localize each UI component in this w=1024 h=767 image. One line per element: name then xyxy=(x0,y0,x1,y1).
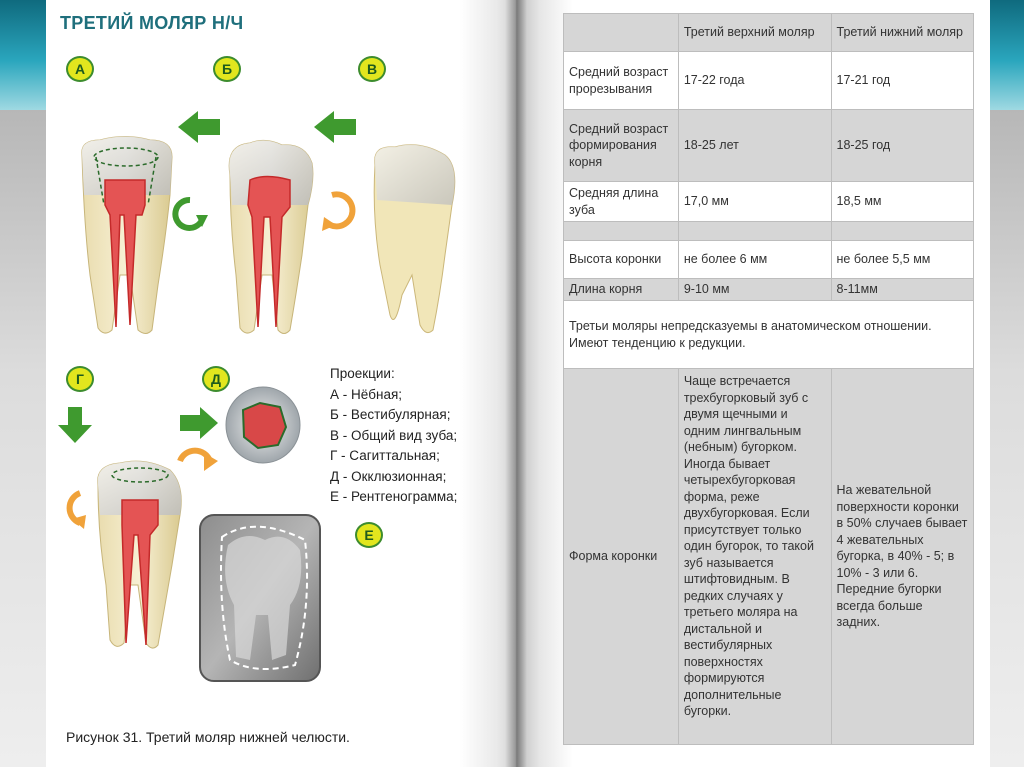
badge-e: Е xyxy=(355,522,383,548)
badge-d: Д xyxy=(202,366,230,392)
table-cell xyxy=(831,222,973,241)
molar-comparison-table xyxy=(563,13,974,745)
table-note-row xyxy=(564,301,974,369)
table-cell: 18,5 мм xyxy=(831,182,973,222)
row-label: Высота коронки xyxy=(564,241,679,279)
table-cell: 17-22 года xyxy=(678,52,831,110)
row-label: Средний возраст формирования корня xyxy=(564,110,679,182)
badge-g: Г xyxy=(66,366,94,392)
header-cell: Третий верхний моляр xyxy=(678,14,831,52)
table-cell: Чаще встречается трехбугорковый зуб с двумя щечными и одним лингвальным (небным) бугорком. Иногда бывает четырехбугорковая форма, реже двухбугорковая. Если присутствует только один бугорок, то такой зуб называется штифтовидным. В редких случаях у третьего моляра на дистальной и вестибулярных поверхностях формируются дополнительные бугорки. xyxy=(678,369,831,745)
table-cell: 8-11мм xyxy=(831,279,973,301)
badge-a: А xyxy=(66,56,94,82)
figure-caption: Рисунок 31. Третий моляр нижней челюсти. xyxy=(66,729,350,745)
table-cell xyxy=(678,222,831,241)
table-row xyxy=(564,222,974,241)
header-cell xyxy=(564,14,679,52)
row-label: Длина корня xyxy=(564,279,679,301)
tooth-b xyxy=(229,140,313,333)
table-cell: не более 6 мм xyxy=(678,241,831,279)
legend-item: А - Нёбная; xyxy=(330,386,403,402)
table-row xyxy=(564,279,974,301)
row-label: Средний возраст прорезывания xyxy=(564,52,679,110)
badge-b: Б xyxy=(213,56,241,82)
xray-e xyxy=(200,515,320,681)
legend-item: Б - Вестибулярная; xyxy=(330,407,451,422)
table-cell: На жевательной поверхности коронки в 50% случаев бывает 4 жевательных бугорка, в 40% - 5; в 10% - 3 или 6. Передние бугорки всегда больше задних. xyxy=(831,369,973,745)
legend-item: Д - Окклюзионная; xyxy=(330,468,447,484)
tooth-d-occlusal xyxy=(226,387,300,463)
table-row xyxy=(564,182,974,222)
legend-item: В - Общий вид зуба; xyxy=(330,427,458,443)
table-cell: 17,0 мм xyxy=(678,182,831,222)
table-row xyxy=(564,110,974,182)
legend-heading: Проекции: xyxy=(330,366,395,381)
table-row-crown xyxy=(564,369,974,745)
table-cell: 9-10 мм xyxy=(678,279,831,301)
table-cell: 18-25 лет xyxy=(678,110,831,182)
note-cell: Третьи моляры непредсказуемы в анатомическом отношении. Имеют тенденцию к редукции. xyxy=(564,301,974,369)
table-row xyxy=(564,52,974,110)
table-row xyxy=(564,241,974,279)
row-label: Средняя длина зуба xyxy=(564,182,679,222)
tooth-a xyxy=(82,137,172,334)
table-cell xyxy=(564,222,679,241)
projection-legend xyxy=(330,364,457,508)
header-cell: Третий нижний моляр xyxy=(831,14,973,52)
tooth-c xyxy=(374,145,455,333)
legend-item: Е - Рентгенограмма; xyxy=(330,489,458,504)
row-label: Форма коронки xyxy=(564,369,679,745)
table-header-row xyxy=(564,14,974,52)
page-title: ТРЕТИЙ МОЛЯР Н/Ч xyxy=(60,13,244,33)
table-cell: не более 5,5 мм xyxy=(831,241,973,279)
badge-v: В xyxy=(358,56,386,82)
legend-item: Г - Сагиттальная; xyxy=(330,448,440,463)
table-cell: 17-21 год xyxy=(831,52,973,110)
book-spine xyxy=(505,0,527,767)
tooth-g xyxy=(98,461,182,648)
table-cell: 18-25 год xyxy=(831,110,973,182)
